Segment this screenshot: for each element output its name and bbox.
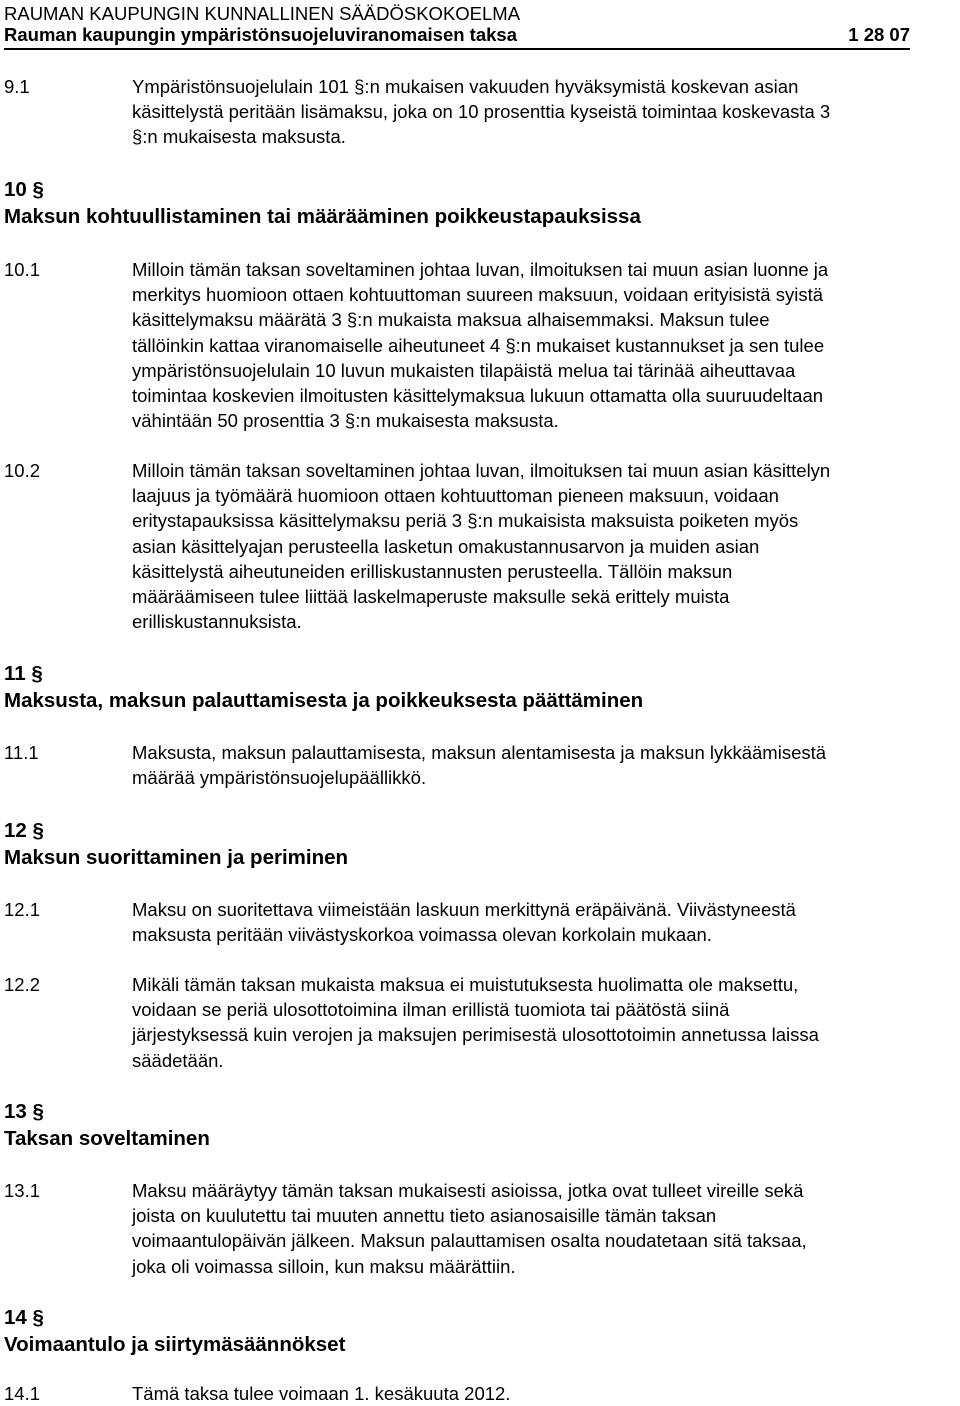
text-line: maksusta peritään viivästyskorkoa voimassa olevan korkolain mukaan. xyxy=(132,924,712,946)
document-title-text: Rauman kaupungin ympäristönsuojeluviranomaisen taksa xyxy=(4,24,517,45)
text-line: voimaantulopäivän jälkeen. Maksun palauttamisen osalta noudatetaan sitä taksaa, xyxy=(132,1230,807,1252)
text-line: toimintaa koskevien ilmoitusten käsittelymaksua lukuun ottamatta olla suuruudeltaan xyxy=(132,385,824,407)
text-line: Mikäli tämän taksan mukaista maksua ei muistutuksesta huolimatta ole maksettu, xyxy=(132,974,799,995)
paragraph-text xyxy=(132,1178,958,1279)
section-title: Voimaantulo ja siirtymäsäännökset xyxy=(4,1333,346,1356)
collection-title: RAUMAN KAUPUNGIN KUNNALLINEN SÄÄDÖSKOKOELMA xyxy=(4,3,521,24)
paragraph-number: 12.2 xyxy=(4,974,41,995)
text-line: Milloin tämän taksan soveltaminen johtaa luvan, ilmoituksen tai muun asian käsittelyn xyxy=(132,460,831,481)
text-line: säädetään. xyxy=(132,1049,224,1071)
text-line: Tämä taksa tulee voimaan 1. kesäkuuta 2012. xyxy=(132,1383,511,1404)
paragraph-text xyxy=(132,1381,958,1406)
text-line: määräämiseen tulee liittää laskelmaperuste maksulle sekä erittely muista xyxy=(132,586,730,608)
paragraph-text xyxy=(132,74,958,150)
section-title: Maksun kohtuullistaminen tai määrääminen poikkeustapauksissa xyxy=(4,205,641,228)
paragraph-number: 12.1 xyxy=(4,899,41,920)
text-line: joka oli voimassa silloin, kun maksu määrättiin. xyxy=(132,1255,516,1277)
text-line: laajuus ja työmäärä huomioon ottaen kohtuuttoman pieneen maksuun, voidaan xyxy=(132,485,779,507)
paragraph-text xyxy=(132,897,958,947)
section-number: 12 § xyxy=(4,819,44,842)
text-line: järjestyksessä kuin verojen ja maksujen perimisestä ulosottotoimin annetussa laissa xyxy=(132,1024,819,1046)
text-line: eritystapauksissa käsittelymaksu periä 3 §:n mukaisista maksuista poiketen myös xyxy=(132,510,799,532)
text-line: asian käsittelyajan perusteella lasketun omakustannusarvon ja muiden asian xyxy=(132,535,760,557)
paragraph-text xyxy=(132,257,958,433)
section-number: 11 § xyxy=(4,662,43,685)
text-line: merkitys huomioon ottaen kohtuuttoman suureen maksuun, voidaan erityisistä syistä xyxy=(132,284,824,306)
paragraph-text xyxy=(132,458,958,634)
paragraph-number: 14.1 xyxy=(4,1383,41,1404)
section-number: 14 § xyxy=(4,1306,44,1329)
paragraph-number: 11.1 xyxy=(4,742,39,763)
text-line: käsittelystä peritään lisämaksu, joka on 10 prosenttia kyseistä toimintaa koskevasta 3 xyxy=(132,101,831,123)
paragraph-number: 10.2 xyxy=(4,460,41,481)
text-line: Maksu määräytyy tämän taksan mukaisesti asioissa, jotka ovat tulleet vireille sekä xyxy=(132,1180,804,1201)
section-title: Maksusta, maksun palauttamisesta ja poikkeuksesta päättäminen xyxy=(4,689,644,712)
section-title: Maksun suorittaminen ja periminen xyxy=(4,846,349,869)
text-line: Maksu on suoritettava viimeistään laskuun merkittynä eräpäivänä. Viivästyneestä xyxy=(132,899,796,920)
header-rule xyxy=(4,48,910,50)
text-line: käsittelymaksu määrätä 3 §:n mukaista maksua alhaisemmaksi. Maksun tulee xyxy=(132,309,770,331)
text-line: ympäristönsuojelulain 10 luvun mukaisten tilapäistä melua tai tärinää aiheuttavaa xyxy=(132,359,796,381)
page-reference: 1 28 07 xyxy=(848,24,910,45)
section-number: 10 § xyxy=(4,178,44,201)
text-line: vähintään 50 prosenttia 3 §:n mukaisesta maksusta. xyxy=(132,410,559,432)
paragraph-text xyxy=(132,972,958,1073)
paragraph-number: 13.1 xyxy=(4,1180,41,1201)
text-line: voidaan se periä ulosottotoimina ilman erillistä tuomiota tai päätöstä siinä xyxy=(132,999,730,1021)
section-number: 13 § xyxy=(4,1100,44,1123)
paragraph-number: 10.1 xyxy=(4,259,41,280)
text-line: Ympäristönsuojelulain 101 §:n mukaisen vakuuden hyväksymistä koskevan asian xyxy=(132,76,799,97)
text-line: käsittelystä aiheutuneiden erilliskustannusten perusteella. Tällöin maksun xyxy=(132,560,733,582)
paragraph-number: 9.1 xyxy=(4,76,30,97)
text-line: Milloin tämän taksan soveltaminen johtaa luvan, ilmoituksen tai muun asian luonne ja xyxy=(132,259,829,280)
text-line: joista on kuulutettu tai muuten annettu tieto asianosaisille tämän taksan xyxy=(132,1205,717,1227)
text-line: §:n mukaisesta maksusta. xyxy=(132,126,346,148)
text-line: tällöinkin kattaa viranomaiselle aiheutuneet 4 §:n mukaiset kustannukset ja sen tulee xyxy=(132,334,825,356)
text-line: erilliskustannuksista. xyxy=(132,611,302,633)
text-line: määrää ympäristönsuojelupäällikkö. xyxy=(132,767,427,789)
section-title: Taksan soveltaminen xyxy=(4,1127,210,1150)
text-line: Maksusta, maksun palauttamisesta, maksun alentamisesta ja maksun lykkäämisestä xyxy=(132,742,827,763)
paragraph-text xyxy=(132,740,958,790)
document-title xyxy=(4,24,910,46)
